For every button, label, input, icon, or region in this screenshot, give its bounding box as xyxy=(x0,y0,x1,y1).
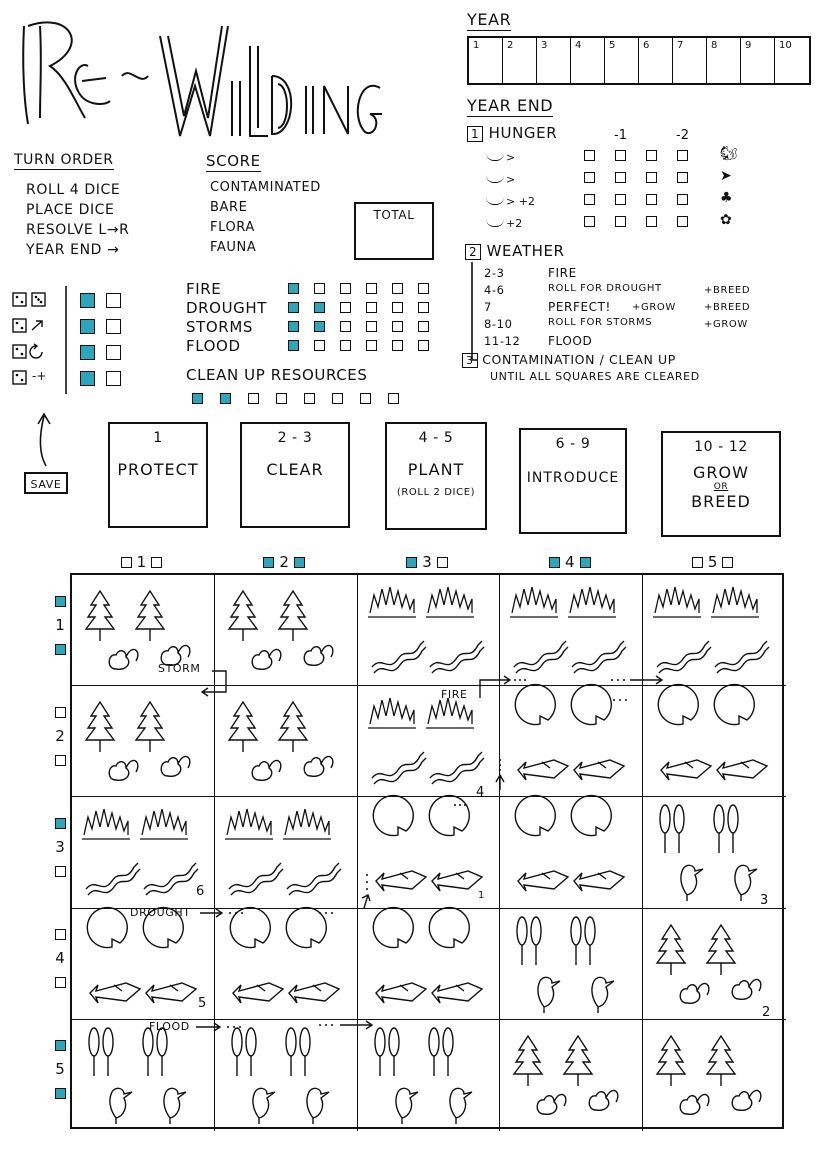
hunger-rule-text: > xyxy=(506,151,516,164)
tree-squirrel-cell-art xyxy=(215,575,357,690)
hunger-checkbox[interactable] xyxy=(677,172,688,183)
column-checkbox[interactable] xyxy=(722,557,733,568)
dice-reroll-icon xyxy=(12,344,56,364)
weather-roll: 7 xyxy=(484,300,492,314)
flood-annotation: FLOOD xyxy=(149,1020,190,1033)
action-protect[interactable] xyxy=(108,422,208,528)
disaster-checkbox[interactable] xyxy=(366,340,377,351)
turn-order-heading: TURN ORDER xyxy=(14,152,114,168)
column-number: 2 xyxy=(279,553,289,571)
dice-action-checkbox[interactable] xyxy=(80,371,95,386)
pred-squirrel-icon xyxy=(486,148,504,161)
tree-squirrel-cell-art xyxy=(500,1020,642,1135)
turn-step: ROLL 4 DICE xyxy=(26,182,121,198)
row-checkbox[interactable] xyxy=(55,866,66,877)
hunger-rule-text: > +2 xyxy=(506,195,535,208)
grass-snake-cell-art xyxy=(72,797,214,912)
lily-pad-icon: ✿ xyxy=(720,212,732,228)
hunger-rule xyxy=(486,192,535,208)
row-number: 4 xyxy=(55,949,65,968)
action-roll: 1 xyxy=(153,430,163,446)
score-list xyxy=(210,178,321,258)
board-cell[interactable] xyxy=(500,797,643,908)
row-checkbox[interactable] xyxy=(55,755,66,766)
hunger-rule xyxy=(486,148,515,164)
action-roll: 2 - 3 xyxy=(277,430,313,446)
action-roll: 4 - 5 xyxy=(418,430,454,446)
score-heading: SCORE xyxy=(206,152,261,170)
weather-effect: +BREED xyxy=(704,302,751,313)
lily-fish-cell-art xyxy=(215,909,357,1024)
action-clear[interactable] xyxy=(240,422,350,528)
total-label: TOTAL xyxy=(373,208,415,222)
board-cell[interactable] xyxy=(358,686,501,797)
column-header xyxy=(679,553,747,571)
column-checkbox[interactable] xyxy=(580,557,591,568)
year-cell[interactable]: 9 xyxy=(741,38,775,83)
disaster-checkbox[interactable] xyxy=(366,302,377,313)
action-label: PROTECT xyxy=(117,460,199,479)
weather-result: ROLL FOR DROUGHT xyxy=(548,283,662,294)
disaster-checkbox[interactable] xyxy=(366,283,377,294)
dice-action-checkbox[interactable] xyxy=(106,371,121,386)
score-item: BARE xyxy=(210,200,248,215)
column-checkbox[interactable] xyxy=(121,557,132,568)
column-checkbox[interactable] xyxy=(263,557,274,568)
action-roll: 10 - 12 xyxy=(694,439,748,455)
lily-fish-cell-art xyxy=(500,686,642,801)
score-item: FAUNA xyxy=(210,240,257,255)
cleanup-checkbox[interactable] xyxy=(388,393,399,404)
hunger-checkbox[interactable] xyxy=(677,150,688,161)
action-label: BREED xyxy=(691,492,751,511)
action-label: CLEAR xyxy=(266,460,324,479)
cleanup-checkbox[interactable] xyxy=(220,393,231,404)
board-cell[interactable] xyxy=(500,575,643,686)
board-cell[interactable] xyxy=(643,909,786,1020)
board-cell[interactable] xyxy=(643,686,786,797)
column-checkbox[interactable] xyxy=(406,557,417,568)
disaster-checkbox[interactable] xyxy=(314,321,325,332)
hunger-rule xyxy=(486,214,522,230)
weather-effect: +GROW xyxy=(704,319,748,330)
disaster-checkbox[interactable] xyxy=(418,302,429,313)
tree-icon: ♣ xyxy=(720,190,733,206)
row-header xyxy=(50,702,70,770)
year-cell[interactable]: 6 xyxy=(639,38,673,83)
column-header xyxy=(393,553,461,571)
board-cell[interactable] xyxy=(643,797,786,908)
year-cell[interactable]: 5 xyxy=(605,38,639,83)
hunger-checkbox[interactable] xyxy=(646,150,657,161)
save-button[interactable]: SAVE xyxy=(24,472,68,494)
row-header xyxy=(50,1035,70,1103)
storm-annotation: STORM xyxy=(158,662,201,675)
column-header xyxy=(536,553,604,571)
column-number: 1 xyxy=(136,553,147,571)
row-header xyxy=(50,924,70,992)
cell-number: 3 xyxy=(760,893,769,908)
tree-squirrel-cell-art xyxy=(215,686,357,801)
year-cell[interactable]: 3 xyxy=(537,38,571,83)
hunger-checkbox[interactable] xyxy=(615,150,626,161)
cleanup-label: CLEAN UP RESOURCES xyxy=(186,366,368,384)
action-sub: (ROLL 2 DICE) xyxy=(396,487,476,498)
lily-fish-cell-art xyxy=(643,686,786,801)
contamination-step-number: 3 xyxy=(462,353,478,368)
dice-action-checkbox[interactable] xyxy=(80,345,95,360)
year-cell[interactable]: 4 xyxy=(571,38,605,83)
hunger-col-head: -2 xyxy=(676,128,689,143)
board-cell[interactable] xyxy=(215,575,358,686)
up-arrow-icon xyxy=(32,412,56,468)
dice-action-checkbox[interactable] xyxy=(106,319,121,334)
row-header xyxy=(50,591,70,659)
board-cell[interactable] xyxy=(643,1020,786,1131)
weather-step-number: 2 xyxy=(465,244,481,260)
turn-step: PLACE DICE xyxy=(26,202,115,218)
hunger-checkbox[interactable] xyxy=(584,194,595,205)
action-or: OR xyxy=(713,482,729,492)
board-cell[interactable] xyxy=(72,1020,215,1131)
year-end-heading: YEAR END xyxy=(467,96,554,115)
lily-fish-cell-art xyxy=(358,909,500,1024)
disaster-checkbox[interactable] xyxy=(392,321,403,332)
action-introduce[interactable] xyxy=(519,428,627,534)
dice-action-checkbox[interactable] xyxy=(80,319,95,334)
hunger-rule xyxy=(486,170,515,186)
hunger-checkbox[interactable] xyxy=(646,194,657,205)
weather-bracket xyxy=(470,262,480,362)
plus-minus-label: -+ xyxy=(32,369,47,383)
weather-result: FIRE xyxy=(548,266,577,280)
hunger-rule-text: > xyxy=(506,173,516,186)
grass-snake-cell-art xyxy=(500,575,642,690)
disaster-checkbox[interactable] xyxy=(288,302,299,313)
dice-action-checkbox[interactable] xyxy=(106,293,121,308)
turn-order-list xyxy=(26,180,129,260)
weather-roll: 2-3 xyxy=(484,266,505,280)
column-header xyxy=(250,553,318,571)
tree-squirrel-cell-art xyxy=(72,686,214,801)
row-checkbox[interactable] xyxy=(55,818,66,829)
weather-roll: 11-12 xyxy=(484,334,521,348)
weather-effect: +BREED xyxy=(704,285,751,296)
board-cell[interactable] xyxy=(72,797,215,908)
hunger-rule-text: +2 xyxy=(506,217,523,230)
reed-bird-cell-art xyxy=(72,1020,214,1135)
weather-result: FLOOD xyxy=(548,334,593,348)
disaster-checkbox[interactable] xyxy=(314,302,325,313)
action-grow-breed[interactable] xyxy=(661,431,781,537)
hunger-label: HUNGER xyxy=(488,124,558,142)
turn-step: YEAR END → xyxy=(26,242,120,258)
column-checkbox[interactable] xyxy=(692,557,703,568)
cleanup-checkbox[interactable] xyxy=(192,393,203,404)
contamination-line-1: CONTAMINATION / CLEAN UP xyxy=(482,352,676,367)
row-number: 5 xyxy=(55,1060,65,1079)
action-label: PLANT xyxy=(407,460,465,479)
disaster-checkbox[interactable] xyxy=(314,340,325,351)
score-item: FLORA xyxy=(210,220,255,235)
game-board xyxy=(70,573,784,1129)
dice-action-checkbox[interactable] xyxy=(80,293,95,308)
disaster-checkbox[interactable] xyxy=(392,302,403,313)
disaster-checkbox[interactable] xyxy=(340,340,351,351)
reed-bird-cell-art xyxy=(500,909,642,1024)
disaster-label: FIRE xyxy=(186,280,222,298)
grass-snake-cell-art xyxy=(358,575,500,690)
action-roll: 6 - 9 xyxy=(555,436,591,452)
disaster-label: DROUGHT xyxy=(186,299,268,317)
disaster-checkbox[interactable] xyxy=(418,283,429,294)
cleanup-checkbox[interactable] xyxy=(248,393,259,404)
board-cell[interactable] xyxy=(215,797,358,908)
board-cell[interactable] xyxy=(72,909,215,1020)
column-number: 4 xyxy=(565,553,575,571)
hunger-checkbox[interactable] xyxy=(646,172,657,183)
grass-snake-cell-art xyxy=(215,797,357,912)
bird-fish-icon xyxy=(486,170,504,183)
board-cell[interactable] xyxy=(500,909,643,1020)
hunger-checkbox[interactable] xyxy=(584,150,595,161)
hunger-checkbox[interactable] xyxy=(615,216,626,227)
column-number: 5 xyxy=(707,553,718,571)
hunger-checkbox[interactable] xyxy=(584,216,595,227)
hunger-checkbox[interactable] xyxy=(615,194,626,205)
tree-squirrel-cell-art xyxy=(643,1020,786,1135)
cell-number: 1 xyxy=(478,890,485,901)
cell-number: 4 xyxy=(476,785,485,800)
cleanup-checkbox[interactable] xyxy=(332,393,343,404)
year-track xyxy=(467,36,811,85)
hunger-step-number: 1 xyxy=(467,126,483,142)
disaster-checkbox[interactable] xyxy=(288,340,299,351)
disaster-checkbox[interactable] xyxy=(340,302,351,313)
disaster-checkbox[interactable] xyxy=(288,321,299,332)
score-item: CONTAMINATED xyxy=(210,180,321,195)
disaster-checkbox[interactable] xyxy=(314,283,325,294)
board-cell[interactable] xyxy=(500,686,643,797)
disaster-checkbox[interactable] xyxy=(392,340,403,351)
disaster-checkbox[interactable] xyxy=(340,283,351,294)
weather-effect: +GROW xyxy=(632,302,676,313)
cleanup-checkbox[interactable] xyxy=(276,393,287,404)
hunger-checkbox[interactable] xyxy=(677,216,688,227)
row-number: 3 xyxy=(55,838,65,856)
column-header xyxy=(107,553,175,571)
disaster-checkbox[interactable] xyxy=(392,283,403,294)
fish-lily-icon xyxy=(486,214,504,227)
disaster-label: FLOOD xyxy=(186,337,241,355)
column-checkbox[interactable] xyxy=(437,557,448,568)
contamination-line-2: UNTIL ALL SQUARES ARE CLEARED xyxy=(490,370,700,383)
disaster-checkbox[interactable] xyxy=(288,283,299,294)
year-heading: YEAR xyxy=(467,10,512,29)
disaster-checkbox[interactable] xyxy=(418,321,429,332)
cell-number: 5 xyxy=(198,996,207,1011)
column-checkbox[interactable] xyxy=(549,557,560,568)
row-checkbox[interactable] xyxy=(55,1040,66,1051)
board-cell[interactable] xyxy=(215,686,358,797)
row-number: 1 xyxy=(55,615,65,634)
row-checkbox[interactable] xyxy=(55,977,66,988)
column-checkbox[interactable] xyxy=(151,557,162,568)
hunger-heading xyxy=(467,124,557,142)
lily-fish-cell-art xyxy=(500,797,642,912)
fish-icon: ➤ xyxy=(720,168,732,184)
weather-roll: 8-10 xyxy=(484,317,513,331)
year-cell[interactable]: 7 xyxy=(673,38,707,83)
disaster-checkbox[interactable] xyxy=(340,321,351,332)
cleanup-resources xyxy=(192,388,416,407)
lily-fish-cell-art xyxy=(72,909,214,1024)
turn-step: RESOLVE L→R xyxy=(26,222,130,238)
cell-number: 2 xyxy=(762,1005,771,1020)
weather-heading xyxy=(465,242,565,260)
weather-result: ROLL FOR STORMS xyxy=(548,317,653,328)
cleanup-checkbox[interactable] xyxy=(304,393,315,404)
disaster-checkbox[interactable] xyxy=(418,340,429,351)
hunger-checkbox[interactable] xyxy=(677,194,688,205)
total-box[interactable] xyxy=(354,202,434,260)
board-cell[interactable] xyxy=(215,909,358,1020)
row-checkbox[interactable] xyxy=(55,929,66,940)
squirrel-tree-icon xyxy=(486,192,504,205)
board-cell[interactable] xyxy=(358,909,501,1020)
row-header xyxy=(50,813,70,881)
action-label: GROW xyxy=(693,463,749,482)
row-checkbox[interactable] xyxy=(55,1088,66,1099)
weather-result: PERFECT! xyxy=(548,300,611,314)
year-cell[interactable]: 10 xyxy=(779,40,792,51)
board-cell[interactable] xyxy=(215,1020,358,1131)
board-cell[interactable] xyxy=(500,1020,643,1131)
weather-label: WEATHER xyxy=(486,242,565,260)
cell-number: 6 xyxy=(196,884,205,899)
reed-bird-cell-art xyxy=(358,1020,500,1135)
dice-divider xyxy=(64,286,68,396)
row-checkbox[interactable] xyxy=(55,596,66,607)
reed-bird-cell-art xyxy=(215,1020,357,1135)
board-cell[interactable] xyxy=(358,1020,501,1131)
row-checkbox[interactable] xyxy=(55,707,66,718)
row-checkbox[interactable] xyxy=(55,644,66,655)
row-number: 2 xyxy=(55,726,65,745)
dice-swap-icon xyxy=(12,318,56,338)
fire-annotation: FIRE xyxy=(441,688,468,701)
hunger-checkbox[interactable] xyxy=(615,172,626,183)
action-plant[interactable] xyxy=(385,422,487,530)
board-cell[interactable] xyxy=(643,575,786,686)
column-number: 3 xyxy=(422,553,432,571)
year-cell[interactable]: 8 xyxy=(707,38,741,83)
dice-action-checkbox[interactable] xyxy=(106,345,121,360)
grass-snake-cell-art xyxy=(643,575,786,690)
disaster-checkbox[interactable] xyxy=(366,321,377,332)
game-title xyxy=(10,6,380,150)
title-lettering xyxy=(10,6,380,146)
squirrel-icon: 🐿 xyxy=(720,146,738,162)
dice-pair-icon xyxy=(12,292,56,312)
year-cell[interactable]: 1 xyxy=(469,38,503,83)
board-cell[interactable] xyxy=(72,686,215,797)
drought-annotation: DROUGHT xyxy=(130,906,191,919)
hunger-checkbox[interactable] xyxy=(646,216,657,227)
column-checkbox[interactable] xyxy=(294,557,305,568)
hunger-checkbox[interactable] xyxy=(584,172,595,183)
year-cell[interactable]: 2 xyxy=(503,38,537,83)
weather-roll: 4-6 xyxy=(484,283,505,297)
hunger-col-head: -1 xyxy=(614,128,627,143)
action-label: INTRODUCE xyxy=(526,470,620,486)
contamination-step xyxy=(462,352,676,367)
cleanup-checkbox[interactable] xyxy=(360,393,371,404)
disaster-label: STORMS xyxy=(186,318,253,336)
board-cell[interactable] xyxy=(358,575,501,686)
